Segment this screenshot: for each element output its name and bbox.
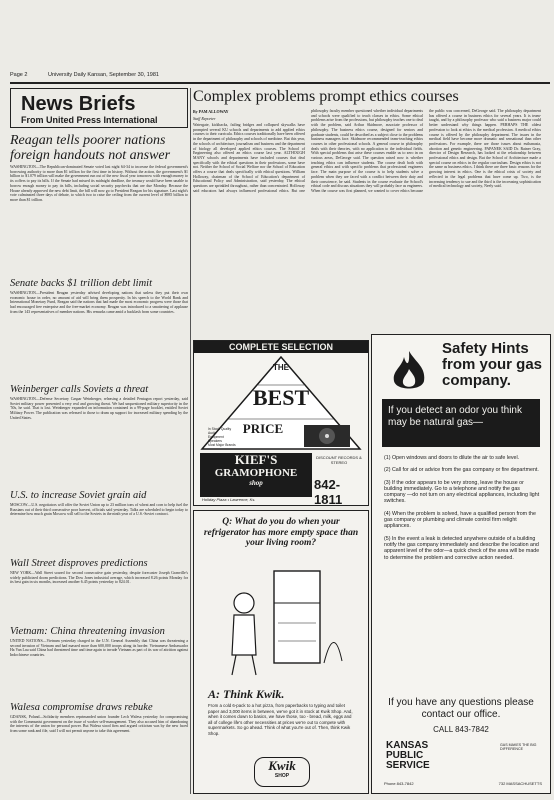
article-body (193, 109, 541, 337)
pyramid-item: Most Major Brands (208, 443, 236, 447)
news-briefs-box (10, 88, 188, 128)
safety-step: (2) Call for aid or advice from the gas company or fire department. (384, 467, 539, 474)
kwik-shop-ad (193, 510, 369, 794)
pyramid-item: In Stock Quality Audio (208, 427, 232, 435)
kwik-question: Q: What do you do when your refrigerator has more empty space than your living room? (203, 517, 359, 548)
brief-item (10, 133, 188, 273)
safety-step: (5) In the event a leak is detected anywhere outside of a building notify the gas company immediately and describe the location and apparent level of the odor—a quick check of the area will be made to determine the problem and corrective action needed. (384, 535, 540, 561)
brief-body: MOSCOW—U.S. negotiators will offer the Soviet Union up to 23 million tons of wheat and corn to help fuel the Russians out of their third consecutive poor harvest, officials said yesterday. Talks are scheduled to begin today to determine how much grain Moscow will sell to the Soviets in the ninth year of a U.S.-Soviet contract. (10, 503, 188, 517)
kiefs-address: Holiday Plaza • Lawrence, Ks. (202, 497, 256, 502)
kps-footer-address: 732 MASSACHUSETTS (498, 781, 542, 786)
kiefs-logo-shop: shop (249, 479, 263, 487)
column-divider (190, 88, 191, 794)
brief-headline: Vietnam: China threatening invasion (10, 626, 165, 637)
flame-icon (382, 347, 436, 395)
page-number: Page 2 (10, 72, 28, 78)
safety-step: (4) When the problem is solved, have a qualified person from the gas company or plumbing and climate control firm relight appliances. (384, 510, 536, 530)
kps-logo-kansas: KANSAS (386, 740, 429, 751)
news-briefs-title: News Briefs (21, 93, 136, 115)
brief-item (10, 490, 188, 553)
article-headline: Complex problems prompt ethics courses (193, 88, 459, 105)
gramophone-ad (193, 340, 369, 506)
kwik-answer: A: Think Kwik. (208, 687, 285, 701)
news-briefs-column (10, 88, 188, 800)
kps-logo-service: SERVICE (386, 760, 430, 771)
safety-contact: If you have any questions please contact our office. (388, 697, 534, 720)
brief-headline: Weinberger calls Soviets a threat (10, 384, 149, 395)
article-role: Staff Reporter (193, 116, 216, 121)
gas-safety-ad (371, 334, 551, 794)
brief-body: GDANSK, Poland—Solidarity members reprimanded union founder Lech Walesa yesterday for compromising with the Communist government on the issue of worker self-management. They also accused him of abandoning the interests of the union for personal power. But Walesa stood firm and argued criticism was by the new faced from some rank and file, said I will not permit anyone to take this agreement. (10, 715, 188, 734)
article-text: Watergate, kickbacks, failing bridges and collapsed skywalks have prompted several KU schools and departments to add applied ethics courses to their curricula. Ethics courses traditionally have been offered in the department of philosophy and schools of medicine. But this year, the schools of architecture, journalism and business and the department of biology all developed applied ethics courses. The School of Engineering also offered an ethics course last year. ALTHOUGH MANY schools and departments have included courses that deal specifically with the ethical questions in their professions, some have not. Neither the School of Social Welfare nor the School of Education offers a course that deals specifically with ethical questions. William Holloway, chairman of the School of Education's department of Educational Policy and Administration, said yesterday, The ethical questions are sprinkled throughout, rather than concentrated. Holloway said educators had always influenced professional ethics. But one philosophy faculty member questioned whether individual departments and schools were qualified to teach classes in ethics. Some ethical problems arise from the professions, but philosophy teaches one to deal with the problem, said Arthur Skidmore, associate professor of philosophy. The business ethics course, designed for seniors and graduate students, could be described as a subject close to the problems business managers face. Skidmore recommended team-teaching ethics courses in other professional schools. A general course in philosophy deals with their theories, with no application to the individual fields. With special problems that arise these courses enable us to zero in on various areas, DeGeorge said. The question raised now is whether teaching ethics can influence students. The course dealt both with general ethics and with specific problems that professional engineers face. The main purpose of the course is to help students solve a problem when they are faced with a conflict between their duty and their conscience, he said. Students in the course evaluate the School's ethical code and discuss situations they will probably face as engineers. When the course was first planned, we wanted to cover ethics because the public was concerned, DeGeorge said. The philosophy department has offered a course in business ethics for several years. It is team-taught, and by a philosophy professor who said a business major could better understand why things happen. PERHAPS THE oldest profession to look at ethics is the medical profession. A medical ethics course is offered by the philosophy department. The issues in the medical field have become more dramatic and sensational than other professions. For example, there are those issues about euthanasia, abortion and genetic engineering. PAPANEK SAID Dr. Rainer Gray, director of Design Research, has looked at the relationship between professional ethics and design. But the School of Architecture made a special course on ethics in the regular curriculum. Design ethics is not the same as business ethics. I think there are three basic reasons for the growing interest in ethics. One is the ethical crisis of society and reflected in the legal problems that have come up. Two, is the increasing tendency to sue and the third is the increasing sophistication of medical technology and society, Neely said. (193, 109, 541, 193)
kps-footer-phone: Phone 843-7842 (384, 781, 414, 786)
kiefs-logo (200, 453, 312, 497)
brief-body: NEW YORK—Wall Street soared for second consecutive gain yesterday, despite forecaster Joseph Granville's widely publicized doom predictions. The Dow Jones industrial average, which increased 8.26 points Monday for its best gain in six months, increased another 6.45 points yesterday to 824.01. (10, 571, 188, 585)
brief-headline: Wall Street disproves predictions (10, 558, 148, 569)
brief-item (10, 558, 188, 621)
safety-steps (384, 455, 540, 561)
brief-item (10, 384, 188, 485)
brief-item (10, 626, 188, 697)
brief-body: WASHINGTON—The Republican-dominated Senate voted last night 64-34 to increase the federal government's borrowing authority to more than $1 trillion for the first time in history. Without the action, the government's $1 billion to $1.079 trillion will make the government run out of the new fiscal year tomorrow with enough money to its coffers to pay its bills. If the Senate had missed its midnight deadline, the treasury would have been unable to borrow enough money to pay its bills, including social security paychecks that are due Monday. Because the House already approved the new debt limit, the bill will now go to President Reagan for his signature. Last night's vote culminated three days of debate, to which two to raise the ceiling from the current level of $985 billion to more than $1 trillion. (10, 165, 188, 202)
kwik-body: From a cold 6-pack to a hot pizza, from paperbacks to typing and toilet paper and 3,000 items in between, we've got it in stock at Kwik Shop. And, when it comes down to basics, we have those, too - bread, milk, eggs and all of college life's other necessities at prices we're out to compete with supermarkets. So go ahead. Think of what you're out of. Then, think Kwik Shop. (208, 703, 353, 736)
brief-body: WASHINGTON—President Reagan yesterday advised developing nations that unless they put their own economic house in order, no amount of aid will bring them prosperity. In his speech to the World Bank and International Monetary Fund, Reagan said the nations that had made the most economic progress were those that had encouraged free enterprise and the free-market economy. Reagan was introduced to a smattering of applause from the 143 representatives of member nations. His remarks came amid a backlash from some countries. (10, 291, 188, 314)
paper-name: University Daily Kansan, September 30, 1981 (48, 72, 159, 78)
safety-step: (3) If the odor appears to be very strong, leave the house or building immediately. Go to a telephone and notify the gas company —do not turn on any electrical appliances, including light switches. (384, 479, 540, 505)
kps-logo-public: PUBLIC (386, 750, 424, 761)
brief-item (10, 278, 188, 379)
pyramid-price: PRICE (242, 421, 284, 436)
kps-tagline: GAS MAKES THE BIG DIFFERENCE (500, 743, 537, 752)
safety-question: If you detect an odor you think may be natural gas— (382, 399, 540, 447)
pyramid-item: Equipment (208, 435, 224, 439)
article-byline: By PAM ALLOWAY (193, 109, 229, 114)
pyramid-item: Speakers (208, 439, 222, 443)
brief-body: WASHINGTON—Defense Secretary Caspar Weinberger, releasing a detailed Pentagon report yesterday, said Soviet military power presented a very real and growing threat. We had unquestioned military superiority in the '50s, he said. That is lost. Weinberger expanded on information contained in a 99-page booklet, entitled Soviet Military Power. The publication was released to those to drum up support for increased military spending by the United States. (10, 397, 188, 420)
safety-step: (1) Open windows and doors to dilute the air to safe level. (384, 455, 520, 461)
cartoon-illustration (214, 563, 348, 681)
header-rule (10, 82, 550, 84)
brief-body: UNITED NATIONS—Vietnam yesterday charged in the U.N. General Assembly that China was threatening a second invasion of Vietnam and had massed more than 600,000 troops along its border. Vietnamese Ambassador Ha Van Lau said China had threatened time and time again to invade Vietnam as part of its war of attrition against Indochinese countries. (10, 639, 188, 658)
pyramid-item-list (208, 427, 238, 447)
pyramid-best: BEST (252, 385, 310, 410)
kiefs-logo-gramophone: GRAMOPHONE (214, 467, 298, 479)
brief-headline: Walesa compromise draws rebuke (10, 702, 153, 713)
news-briefs-subtitle: From United Press International (21, 115, 158, 125)
kiefs-phone: 842-1811 (314, 477, 343, 507)
pyramid-the: THE (273, 363, 289, 372)
kiefs-logo-name: KIEF'S (234, 452, 278, 467)
safety-phone: CALL 843-7842 (433, 725, 489, 734)
brief-headline: Reagan tells poorer nations foreign handouts not answer (10, 133, 171, 163)
safety-title: Safety Hints from your gas company. (442, 340, 543, 389)
kwik-shop-logo (254, 757, 310, 787)
brief-headline: Senate backs $1 trillion debt limit (10, 278, 153, 289)
kps-logo (382, 741, 540, 779)
page-header (10, 72, 550, 82)
kiefs-tagline: DISCOUNT RECORDS & STEREO (316, 455, 362, 465)
brief-item (10, 702, 188, 775)
kwik-logo-sub: SHOP (274, 773, 290, 779)
brief-headline: U.S. to increase Soviet grain aid (10, 490, 147, 501)
gramophone-ad-banner: COMPLETE SELECTION (194, 341, 368, 353)
kwik-logo-main: Kwik (268, 758, 296, 773)
